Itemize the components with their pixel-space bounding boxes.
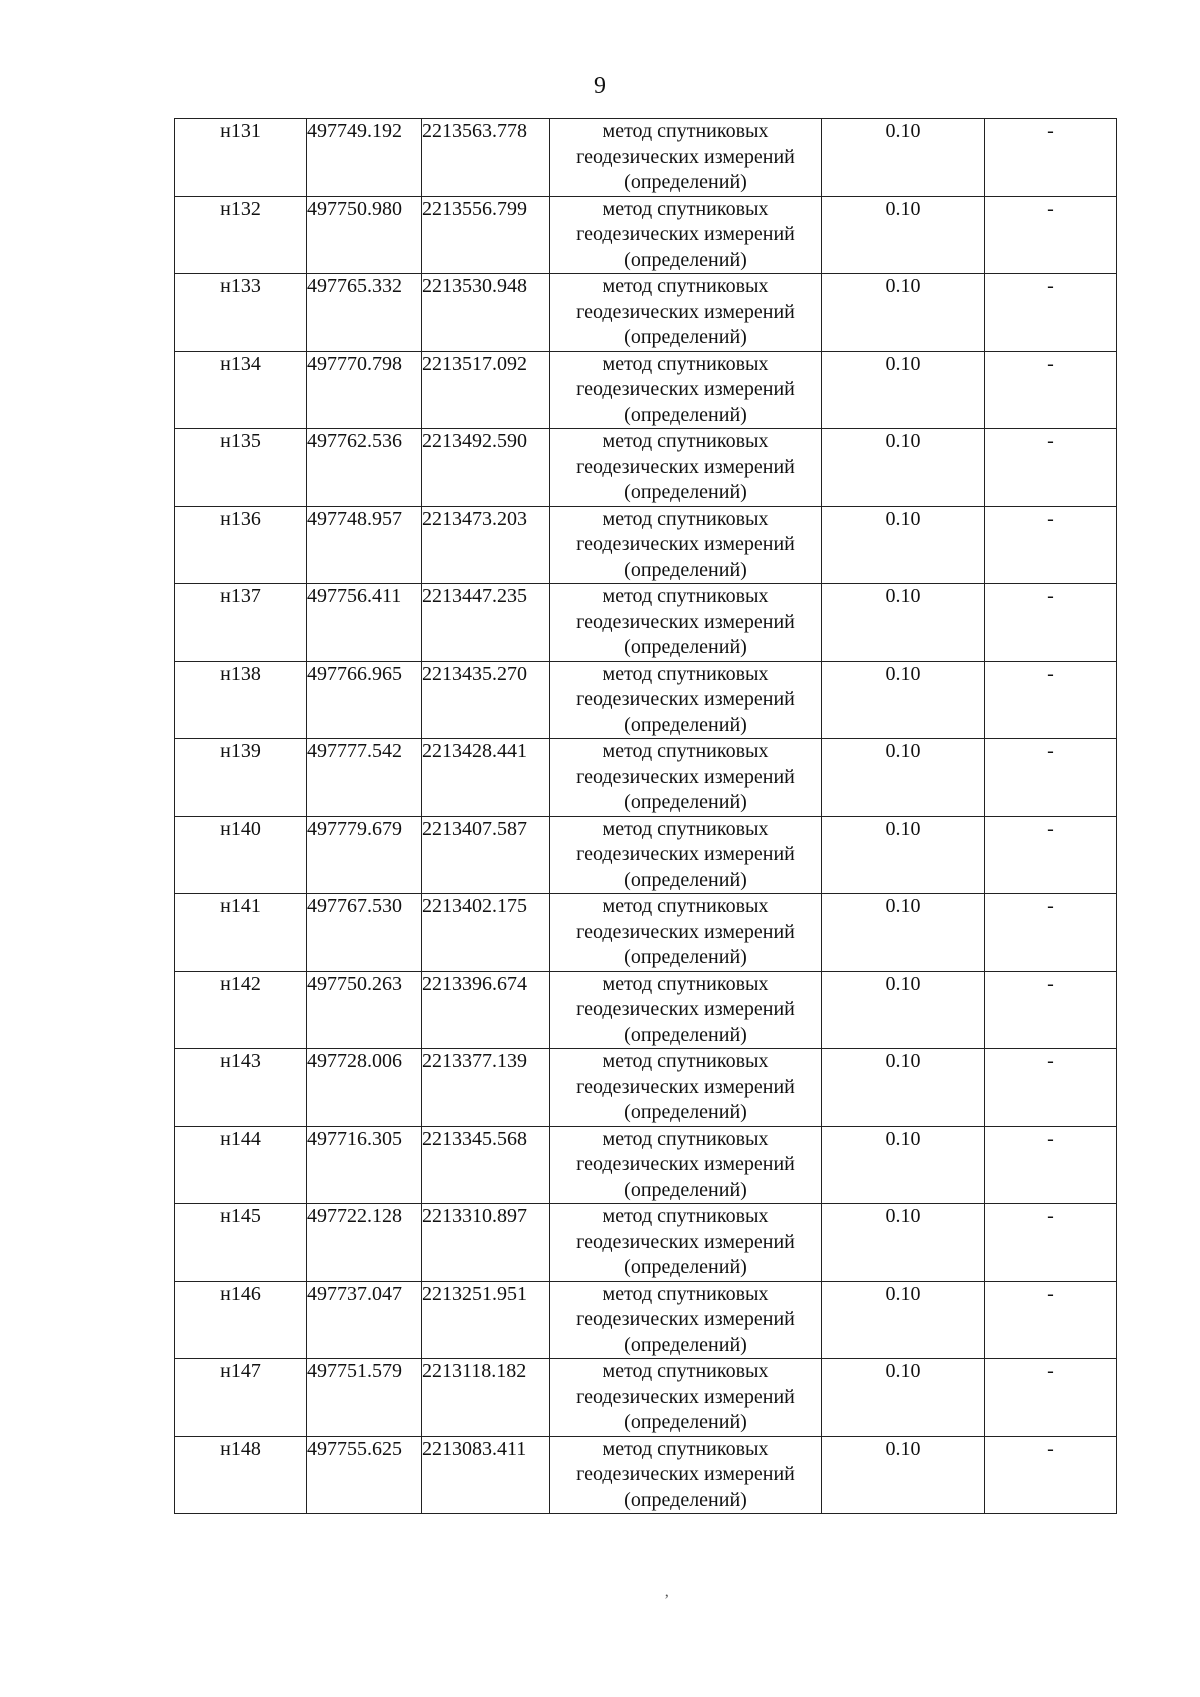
note-value: - xyxy=(985,506,1117,584)
method-line-2: геодезических измерений xyxy=(576,610,795,633)
note-value: - xyxy=(985,661,1117,739)
method-line-3: (определений) xyxy=(624,558,747,581)
method-line-3: (определений) xyxy=(624,1023,747,1046)
precision-value: 0.10 xyxy=(822,119,985,197)
table-row xyxy=(175,584,1117,662)
method-line-2: геодезических измерений xyxy=(576,765,795,788)
method-line-2: геодезических измерений xyxy=(576,378,795,400)
method-cell xyxy=(550,1359,822,1437)
method-cell xyxy=(550,196,822,274)
coord-y: 2213556.799 xyxy=(422,196,550,274)
method-cell xyxy=(550,584,822,662)
method-cell xyxy=(550,816,822,894)
method-line-1: метод спутниковых xyxy=(602,972,769,995)
table-row xyxy=(175,196,1117,274)
precision-value: 0.10 xyxy=(822,816,985,894)
method-line-2: геодезических измерений xyxy=(576,533,795,555)
method-line-1: метод спутниковых xyxy=(602,120,769,142)
method-line-3: (определений) xyxy=(624,326,747,348)
precision-value: 0.10 xyxy=(822,661,985,739)
point-name: н141 xyxy=(175,894,307,972)
method-line-1: метод спутниковых xyxy=(602,895,769,917)
precision-value: 0.10 xyxy=(822,739,985,817)
method-line-3: (определений) xyxy=(624,1256,747,1278)
table-row xyxy=(175,429,1117,507)
note-value: - xyxy=(985,1049,1117,1127)
coord-y: 2213473.203 xyxy=(422,506,550,584)
note-value: - xyxy=(985,1126,1117,1204)
precision-value: 0.10 xyxy=(822,1359,985,1437)
note-value: - xyxy=(985,429,1117,507)
precision-value: 0.10 xyxy=(822,196,985,274)
method-line-1: метод спутниковых xyxy=(602,1360,769,1382)
table-row xyxy=(175,1359,1117,1437)
method-line-1: метод спутниковых xyxy=(602,1127,769,1150)
table-row xyxy=(175,894,1117,972)
precision-value: 0.10 xyxy=(822,971,985,1049)
table-row xyxy=(175,661,1117,739)
method-line-2: геодезических измерений xyxy=(576,688,795,710)
precision-value: 0.10 xyxy=(822,1126,985,1204)
coord-x: 497766.965 xyxy=(307,661,422,739)
coord-y: 2213251.951 xyxy=(422,1281,550,1359)
coord-x: 497767.530 xyxy=(307,894,422,972)
precision-value: 0.10 xyxy=(822,506,985,584)
coord-y: 2213517.092 xyxy=(422,351,550,429)
method-line-3: (определений) xyxy=(624,868,747,891)
method-cell xyxy=(550,274,822,352)
precision-value: 0.10 xyxy=(822,274,985,352)
coord-x: 497777.542 xyxy=(307,739,422,817)
coord-x: 497756.411 xyxy=(307,584,422,662)
coord-y: 2213428.441 xyxy=(422,739,550,817)
point-name: н139 xyxy=(175,739,307,817)
table-row xyxy=(175,1436,1117,1514)
table-row xyxy=(175,351,1117,429)
coord-y: 2213492.590 xyxy=(422,429,550,507)
method-line-1: метод спутниковых xyxy=(602,740,769,762)
method-line-3: (определений) xyxy=(624,1488,747,1511)
method-line-1: метод спутниковых xyxy=(602,662,769,685)
point-name: н146 xyxy=(175,1281,307,1359)
method-line-2: геодезических измерений xyxy=(576,998,795,1020)
method-line-3: (определений) xyxy=(624,636,747,658)
method-line-1: метод спутниковых xyxy=(602,507,769,530)
note-value: - xyxy=(985,1281,1117,1359)
coord-x: 497748.957 xyxy=(307,506,422,584)
coord-y: 2213310.897 xyxy=(422,1204,550,1282)
precision-value: 0.10 xyxy=(822,1204,985,1282)
note-value: - xyxy=(985,1436,1117,1514)
precision-value: 0.10 xyxy=(822,1281,985,1359)
point-name: н143 xyxy=(175,1049,307,1127)
note-value: - xyxy=(985,274,1117,352)
method-line-1: метод спутниковых xyxy=(602,275,769,297)
method-cell xyxy=(550,971,822,1049)
precision-value: 0.10 xyxy=(822,894,985,972)
coord-x: 497749.192 xyxy=(307,119,422,197)
method-line-2: геодезических измерений xyxy=(576,1308,795,1330)
coord-x: 497751.579 xyxy=(307,1359,422,1437)
point-name: н136 xyxy=(175,506,307,584)
method-line-3: (определений) xyxy=(624,1101,747,1123)
method-line-2: геодезических измерений xyxy=(576,1075,795,1098)
point-name: н148 xyxy=(175,1436,307,1514)
coord-y: 2213118.182 xyxy=(422,1359,550,1437)
coord-y: 2213563.778 xyxy=(422,119,550,197)
note-value: - xyxy=(985,971,1117,1049)
coord-x: 497728.006 xyxy=(307,1049,422,1127)
note-value: - xyxy=(985,119,1117,197)
method-cell xyxy=(550,1436,822,1514)
method-cell xyxy=(550,739,822,817)
method-cell xyxy=(550,1281,822,1359)
method-line-1: метод спутниковых xyxy=(602,430,769,452)
method-cell xyxy=(550,1204,822,1282)
point-name: н135 xyxy=(175,429,307,507)
method-line-1: метод спутниковых xyxy=(602,585,769,607)
method-cell xyxy=(550,119,822,197)
method-cell xyxy=(550,1049,822,1127)
table-row xyxy=(175,1204,1117,1282)
method-line-1: метод спутниковых xyxy=(602,817,769,840)
table-row xyxy=(175,739,1117,817)
coord-x: 497765.332 xyxy=(307,274,422,352)
table-row xyxy=(175,1049,1117,1127)
point-name: н134 xyxy=(175,351,307,429)
point-name: н132 xyxy=(175,196,307,274)
method-cell xyxy=(550,1126,822,1204)
note-value: - xyxy=(985,1359,1117,1437)
method-line-3: (определений) xyxy=(624,171,747,193)
coord-y: 2213402.175 xyxy=(422,894,550,972)
coord-x: 497770.798 xyxy=(307,351,422,429)
coord-y: 2213435.270 xyxy=(422,661,550,739)
method-line-3: (определений) xyxy=(624,1333,747,1356)
method-line-2: геодезических измерений xyxy=(576,1230,795,1253)
coord-y: 2213407.587 xyxy=(422,816,550,894)
page-number: 9 xyxy=(594,73,606,99)
note-value: - xyxy=(985,196,1117,274)
method-line-1: метод спутниковых xyxy=(602,1050,769,1072)
coord-y: 2213377.139 xyxy=(422,1049,550,1127)
coord-x: 497716.305 xyxy=(307,1126,422,1204)
method-cell xyxy=(550,351,822,429)
method-line-3: (определений) xyxy=(624,481,747,503)
precision-value: 0.10 xyxy=(822,584,985,662)
coord-x: 497750.263 xyxy=(307,971,422,1049)
point-name: н144 xyxy=(175,1126,307,1204)
point-name: н145 xyxy=(175,1204,307,1282)
table-row xyxy=(175,816,1117,894)
method-line-1: метод спутниковых xyxy=(602,352,769,375)
method-line-2: геодезических измерений xyxy=(576,455,795,478)
method-line-1: метод спутниковых xyxy=(602,197,769,220)
precision-value: 0.10 xyxy=(822,1049,985,1127)
coord-x: 497750.980 xyxy=(307,196,422,274)
point-name: н131 xyxy=(175,119,307,197)
method-line-1: метод спутниковых xyxy=(602,1205,769,1227)
coord-y: 2213530.948 xyxy=(422,274,550,352)
note-value: - xyxy=(985,351,1117,429)
note-value: - xyxy=(985,816,1117,894)
method-line-2: геодезических измерений xyxy=(576,843,795,865)
coord-y: 2213396.674 xyxy=(422,971,550,1049)
table-row xyxy=(175,506,1117,584)
coordinates-table xyxy=(174,118,1117,1514)
point-name: н137 xyxy=(175,584,307,662)
note-value: - xyxy=(985,584,1117,662)
point-name: н142 xyxy=(175,971,307,1049)
table-row xyxy=(175,1126,1117,1204)
method-cell xyxy=(550,894,822,972)
point-name: н140 xyxy=(175,816,307,894)
scan-mark: ’ xyxy=(664,1592,670,1609)
table-row xyxy=(175,971,1117,1049)
method-line-2: геодезических измерений xyxy=(576,920,795,943)
precision-value: 0.10 xyxy=(822,429,985,507)
method-line-2: геодезических измерений xyxy=(576,300,795,323)
table-row xyxy=(175,119,1117,197)
table-row xyxy=(175,1281,1117,1359)
note-value: - xyxy=(985,739,1117,817)
method-cell xyxy=(550,506,822,584)
precision-value: 0.10 xyxy=(822,351,985,429)
method-line-2: геодезических измерений xyxy=(576,1153,795,1175)
method-line-2: геодезических измерений xyxy=(576,145,795,168)
note-value: - xyxy=(985,1204,1117,1282)
coord-x: 497722.128 xyxy=(307,1204,422,1282)
table-row xyxy=(175,274,1117,352)
note-value: - xyxy=(985,894,1117,972)
method-line-3: (определений) xyxy=(624,403,747,426)
method-line-1: метод спутниковых xyxy=(602,1282,769,1305)
coord-x: 497737.047 xyxy=(307,1281,422,1359)
method-line-3: (определений) xyxy=(624,713,747,736)
method-line-3: (определений) xyxy=(624,248,747,271)
coord-y: 2213345.568 xyxy=(422,1126,550,1204)
point-name: н133 xyxy=(175,274,307,352)
method-line-3: (определений) xyxy=(624,946,747,968)
point-name: н138 xyxy=(175,661,307,739)
method-line-3: (определений) xyxy=(624,1411,747,1433)
method-cell xyxy=(550,661,822,739)
method-line-2: геодезических измерений xyxy=(576,1463,795,1485)
precision-value: 0.10 xyxy=(822,1436,985,1514)
coord-y: 2213447.235 xyxy=(422,584,550,662)
method-line-1: метод спутниковых xyxy=(602,1437,769,1460)
method-line-2: геодезических измерений xyxy=(576,1385,795,1408)
method-line-3: (определений) xyxy=(624,1178,747,1201)
coord-y: 2213083.411 xyxy=(422,1436,550,1514)
method-line-3: (определений) xyxy=(624,791,747,813)
method-line-2: геодезических измерений xyxy=(576,223,795,245)
coord-x: 497755.625 xyxy=(307,1436,422,1514)
coordinates-table-body xyxy=(175,119,1117,1514)
method-cell xyxy=(550,429,822,507)
coord-x: 497762.536 xyxy=(307,429,422,507)
point-name: н147 xyxy=(175,1359,307,1437)
coord-x: 497779.679 xyxy=(307,816,422,894)
